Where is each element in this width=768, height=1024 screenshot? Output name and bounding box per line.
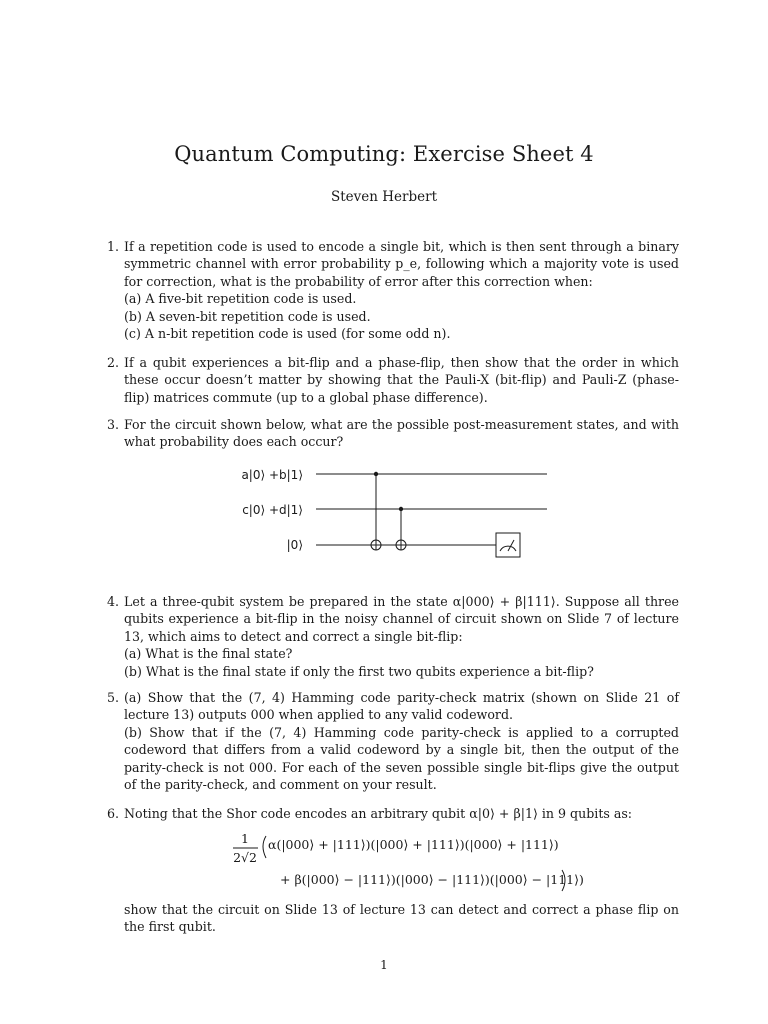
question-text: Let a three-qubit system be prepared in the state α|000⟩ + β|111⟩. Suppose all three qubits experience a bit-flip in the noisy channel of circuit shown on Slide 7 of lecture 13, which aims to detect and correct a single bit-flip: xyxy=(124,594,679,644)
question-part: (c) A n-bit repetition code is used (for some odd n). xyxy=(124,326,451,342)
question-part: (a) Show that the (7, 4) Hamming code parity-check matrix (shown on Slide 21 of lecture 13) outputs 000 when applied to any valid codeword. xyxy=(124,690,679,723)
question-number: 1. xyxy=(107,239,120,254)
question-part: (a) What is the final state? xyxy=(124,646,293,662)
author-name: Steven Herbert xyxy=(331,189,437,205)
question-text: Noting that the Shor code encodes an arbitrary qubit α|0⟩ + β|1⟩ in 9 qubits as: xyxy=(124,806,633,821)
equation-line-1: α(|000⟩ + |111⟩)(|000⟩ + |111⟩)(|000⟩ + |111⟩) xyxy=(268,837,559,852)
fraction-denominator: 2√2 xyxy=(233,850,257,865)
question-text: If a qubit experiences a bit-flip and a phase-flip, then show that the order in which these occur doesn’t matter by showing that the Pauli-X (bit-flip) and Pauli-Z (phase-flip) matrices commute (up to a global phase difference). xyxy=(124,355,679,405)
page-title: Quantum Computing: Exercise Sheet 4 xyxy=(174,142,594,166)
big-open-paren xyxy=(263,836,266,858)
wire-label-2: c|0⟩ +d|1⟩ xyxy=(242,503,303,517)
question-text: If a repetition code is used to encode a single bit, which is then sent through a binary symmetric channel with error probability p_e, following which a majority vote is used for correction, what is the probability of error after this correction when: xyxy=(124,239,679,289)
question-text: show that the circuit on Slide 13 of lecture 13 can detect and correct a phase flip on the first qubit. xyxy=(124,902,679,935)
wire-label-3: |0⟩ xyxy=(286,538,303,552)
question-part: (b) A seven-bit repetition code is used. xyxy=(124,308,371,324)
question-part: (b) What is the final state if only the first two qubits experience a bit-flip? xyxy=(124,663,594,679)
question-6-continued xyxy=(107,901,679,936)
question-number: 6. xyxy=(107,806,120,821)
question-text: For the circuit shown below, what are the possible post-measurement states, and with what probability does each occur? xyxy=(124,417,679,450)
fraction-numerator: 1 xyxy=(241,831,249,846)
wire-label-1: a|0⟩ +b|1⟩ xyxy=(241,468,303,482)
question-part: (b) Show that if the (7, 4) Hamming code parity-check is applied to a corrupted codeword that differs from a valid codeword by a single bit, then the output of the parity-check is not 000. For each of the seven possible single bit-flips give the output of the parity-check, and comment on your result. xyxy=(124,724,679,793)
equation-line-2: + β(|000⟩ − |111⟩)(|000⟩ − |111⟩)(|000⟩ − |111⟩) xyxy=(280,872,584,887)
question-number: 5. xyxy=(107,690,120,705)
question-part: (a) A five-bit repetition code is used. xyxy=(124,291,357,307)
question-number: 3. xyxy=(107,417,120,432)
question-number: 4. xyxy=(107,594,120,609)
page-number: 1 xyxy=(380,958,388,972)
question-number: 2. xyxy=(107,355,120,370)
